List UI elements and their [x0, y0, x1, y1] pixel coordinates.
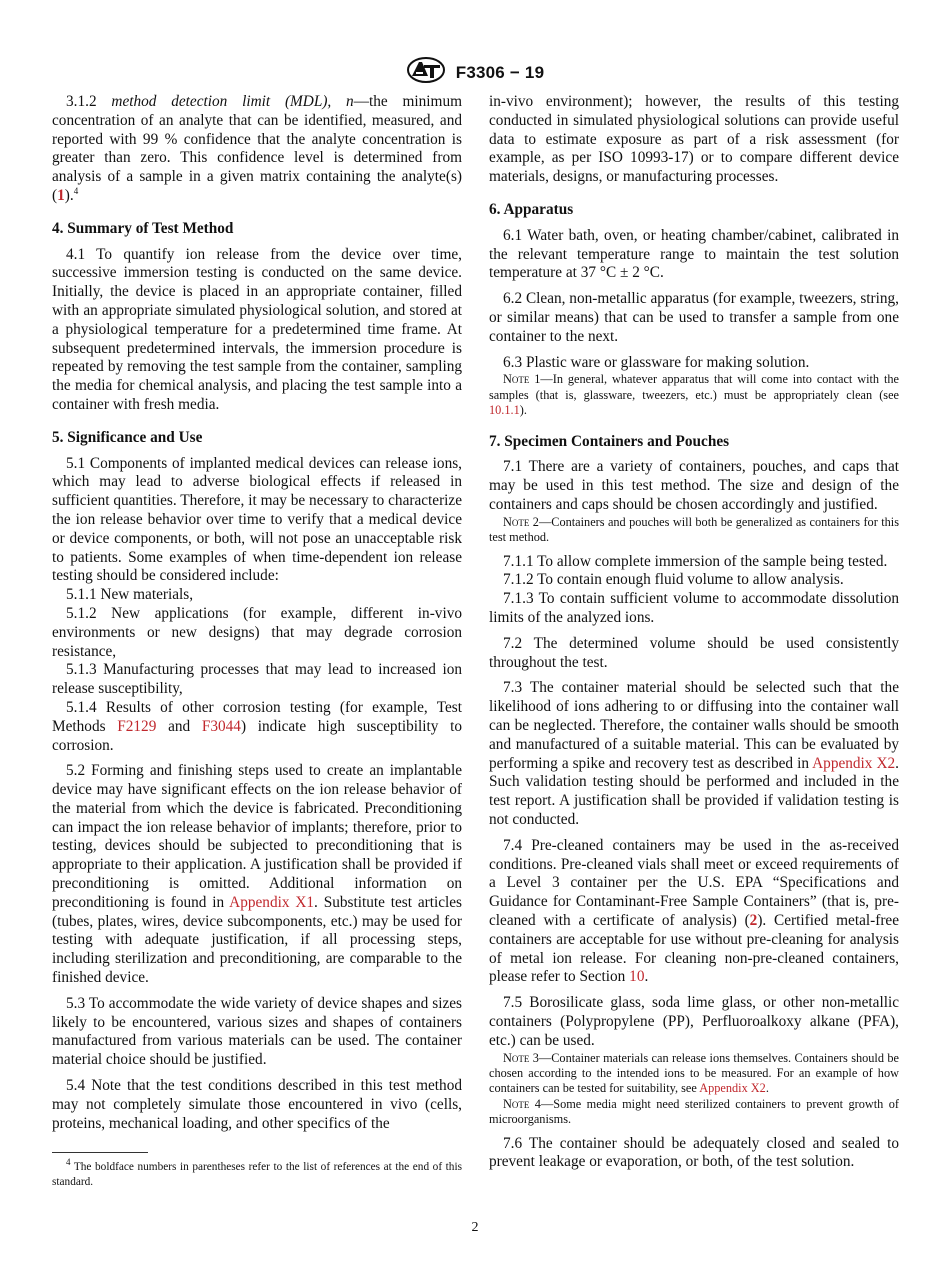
- note-text: —Container materials can release ions themselves. Containers should be chosen according to the intended ions to be measured. For an example of how containers can be tested for suitability, see: [489, 1050, 899, 1096]
- paragraph-6-1: 6.1 Water bath, oven, or heating chamber/cabinet, calibrated in the relevant temperature range to maintain the test solution temperature at 37 °C ± 2 °C.: [489, 226, 899, 282]
- footnote-mark: 4: [73, 185, 79, 196]
- astm-logo-icon: [406, 56, 446, 89]
- text-segment: ) indicate high susceptibility to corrosion.: [52, 717, 462, 754]
- text-segment: . Such validation testing should be performed and included in the test report. A justification shall be provided if validation testing is not conducted.: [489, 754, 899, 828]
- note-text: .: [765, 1081, 769, 1096]
- paragraph-5-1-3: 5.1.3 Manufacturing processes that may lead to increased ion release susceptibility,: [52, 661, 462, 698]
- paragraph-4-1: 4.1 To quantify ion release from the device over time, successive immersion testing is conducted on the same device. Initially, the device is placed in an appropriate container, filled with an appropriate simulated physiological solution, and stored at a physiological temperature for a predetermined time frame. At subsequent predetermined intervals, the immersion procedure is repeated by removing the test sample from the container, sampling the media for chemical analysis, and placing the test sample into a container with fresh media.: [52, 245, 462, 413]
- paragraph-5-3: 5.3 To accommodate the wide variety of device shapes and sizes likely to be encountered, various sizes and shapes of containers manufactured from various materials can be used. The container material choice should be justified.: [52, 994, 462, 1069]
- text-segment: 7.3 The container material should be selected such that the likelihood of ions adhering to or diffusing into the container wall can be neglected. Therefore, the container walls should be smooth and manufactured of a suitable material. This can be evaluated by performing a spike and recovery test as described in: [489, 679, 899, 772]
- note-2: [489, 515, 899, 546]
- paragraph-5-4-continued: in-vivo environment); however, the results of this testing conducted in simulated physiological solutions can provide useful data to estimate exposure as part of a risk assessment (for example, as per ISO 10993-17) or to compare different device materials, designs, or manufacturing processes.: [489, 93, 899, 186]
- paragraph-5-1-4: [52, 699, 462, 755]
- note-label: Note 3: [503, 1050, 539, 1065]
- paragraph-5-1-2: 5.1.2 New applications (for example, different in-vivo environments or new designs) that may degrade corrosion resistance,: [52, 604, 462, 660]
- reference-link-10-1-1[interactable]: 10.1.1: [489, 403, 520, 418]
- note-text: ).: [519, 403, 527, 418]
- right-column: [489, 93, 899, 1172]
- section-7-heading: 7. Specimen Containers and Pouches: [489, 432, 730, 450]
- text-segment: 7.4 Pre-cleaned containers may be used in the as-received conditions. Pre-cleaned vials shall meet or exceed requirements of a Level 3 container per the U.S. EPA “Specifications and Guidance for Contaminant-Free Sample Containers” (that is, pre-cleaned with a certificate of analysis) (: [489, 836, 899, 929]
- paragraph-7-3: [489, 679, 899, 829]
- note-4: [489, 1097, 899, 1128]
- paragraph-5-1-1: 5.1.1 New materials,: [66, 586, 194, 604]
- footnote-text: The boldface numbers in parentheses refer to the list of references at the end of this standard.: [52, 1161, 462, 1188]
- paragraph-7-1-3: 7.1.3 To contain sufficient volume to accommodate dissolution limits of the analyzed ions.: [489, 590, 899, 626]
- paragraph-5-2: [52, 762, 462, 988]
- reference-link-appendix-x2[interactable]: Appendix X2: [699, 1081, 766, 1096]
- defined-term: method detection limit (MDL), n: [111, 93, 354, 110]
- note-label: Note 2: [503, 514, 539, 529]
- reference-link-2[interactable]: 2: [749, 911, 758, 929]
- paragraph-7-2: 7.2 The determined volume should be used consistently throughout the test.: [489, 634, 899, 671]
- reference-link-section-10[interactable]: 10: [629, 968, 645, 986]
- reference-link[interactable]: 1: [57, 186, 65, 204]
- definition-end: ).: [64, 186, 74, 204]
- text-segment: ). Certified metal-free containers are acceptable for use without pre-cleaning for analysis of metal ion release. For cleaning non-pre-cleaned containers, please refer to Section: [489, 911, 899, 986]
- section-number: 3.1.2: [66, 93, 112, 110]
- text-segment: 5.1.4 Results of other corrosion testing (for example, Test Methods: [52, 698, 462, 735]
- footnote-mark: 4: [66, 1157, 71, 1168]
- text-segment: 5.2 Forming and finishing steps used to create an implantable device may have significant effects on the ion release behavior of the material from which the device is fabricated. Preconditioning can impact the ion release behavior of implants; therefore, prior to testing, devices should be subjected to preconditioning that is appropriate to their application. A justification shall be provided if preconditioning is omitted. Additional information on preconditioning is found in: [52, 762, 462, 911]
- reference-link-appendix-x1[interactable]: Appendix X1: [229, 893, 315, 911]
- paragraph-7-6: 7.6 The container should be adequately closed and sealed to prevent leakage or evaporation, or both, of the test solution.: [489, 1134, 899, 1171]
- page-header: [0, 56, 950, 89]
- footnote-rule: [52, 1152, 148, 1153]
- text-segment: and: [156, 717, 202, 735]
- paragraph-7-5: 7.5 Borosilicate glass, soda lime glass, or other non-metallic containers (Polypropylene (PP), Perfluoroalkoxy alkane (PFA), etc.) can be used.: [489, 994, 899, 1049]
- paragraph-7-1: 7.1 There are a variety of containers, pouches, and caps that may be used in this test method. The size and design of the containers and caps should be chosen accordingly and justified.: [489, 458, 899, 513]
- note-label: Note 4: [503, 1096, 541, 1111]
- paragraph-7-1-2: 7.1.2 To contain enough fluid volume to allow analysis.: [503, 571, 844, 589]
- text-segment: .: [644, 968, 649, 986]
- paragraph-6-2: 6.2 Clean, non-metallic apparatus (for example, tweezers, string, or similar means) that can be used to transfer a sample from one container to the next.: [489, 290, 899, 345]
- paragraph-5-1: 5.1 Components of implanted medical devices can release ions, which may lead to adverse biological effects if released in sufficient quantities. Therefore, it may be necessary to characterize the ion release behavior over time to verify that a medical device or device components, or both, will not pose an unacceptable risk to patients. Some examples of when time-dependent ion release testing should be considered include:: [52, 454, 462, 585]
- section-4-heading: 4. Summary of Test Method: [52, 219, 234, 237]
- reference-link-f2129[interactable]: F2129: [117, 717, 157, 735]
- note-1: [489, 372, 899, 418]
- paragraph-3-1-2: [52, 93, 462, 206]
- note-label: Note 1: [503, 372, 541, 387]
- paragraph-6-3: 6.3 Plastic ware or glassware for making solution.: [503, 353, 810, 371]
- reference-link-f3044[interactable]: F3044: [201, 717, 241, 735]
- paragraph-7-4: [489, 837, 899, 987]
- note-text: —Containers and pouches will both be generalized as containers for this test method.: [489, 514, 899, 545]
- document-id: F3306 − 19: [455, 62, 545, 82]
- footnote: [52, 1157, 462, 1189]
- paragraph-5-4: 5.4 Note that the test conditions described in this test method may not completely simulate those encountered in vivo (cells, proteins, mechanical loading, and other specifics of the: [52, 1077, 462, 1132]
- section-5-heading: 5. Significance and Use: [52, 428, 203, 446]
- text-segment: . Substitute test articles (tubes, plates, wires, device subcomponents, etc.) may be used for testing with adequate justification, if all processing steps, including sterilization and preconditioning, are comparable to the finished device.: [52, 893, 462, 987]
- section-6-heading: 6. Apparatus: [489, 200, 574, 218]
- note-3: [489, 1051, 899, 1097]
- definition-text: —the minimum concentration of an analyte that can be identified, measured, and reported with 99 % confidence that the analyte concentration is greater than zero. This confidence level is determined from analysis of a sample in a given matrix containing the analyte(s) (: [52, 93, 462, 204]
- page-number: 2: [471, 1220, 479, 1235]
- left-column: [52, 93, 462, 1133]
- reference-link-appendix-x2[interactable]: Appendix X2: [812, 754, 896, 772]
- note-text: —In general, whatever apparatus that will come into contact with the samples (that is, glassware, tweezers, etc.) must be appropriately clean (see: [489, 372, 899, 402]
- note-text: —Some media might need sterilized containers to prevent growth of microorganisms.: [489, 1096, 899, 1127]
- paragraph-7-1-1: 7.1.1 To allow complete immersion of the sample being tested.: [503, 552, 888, 570]
